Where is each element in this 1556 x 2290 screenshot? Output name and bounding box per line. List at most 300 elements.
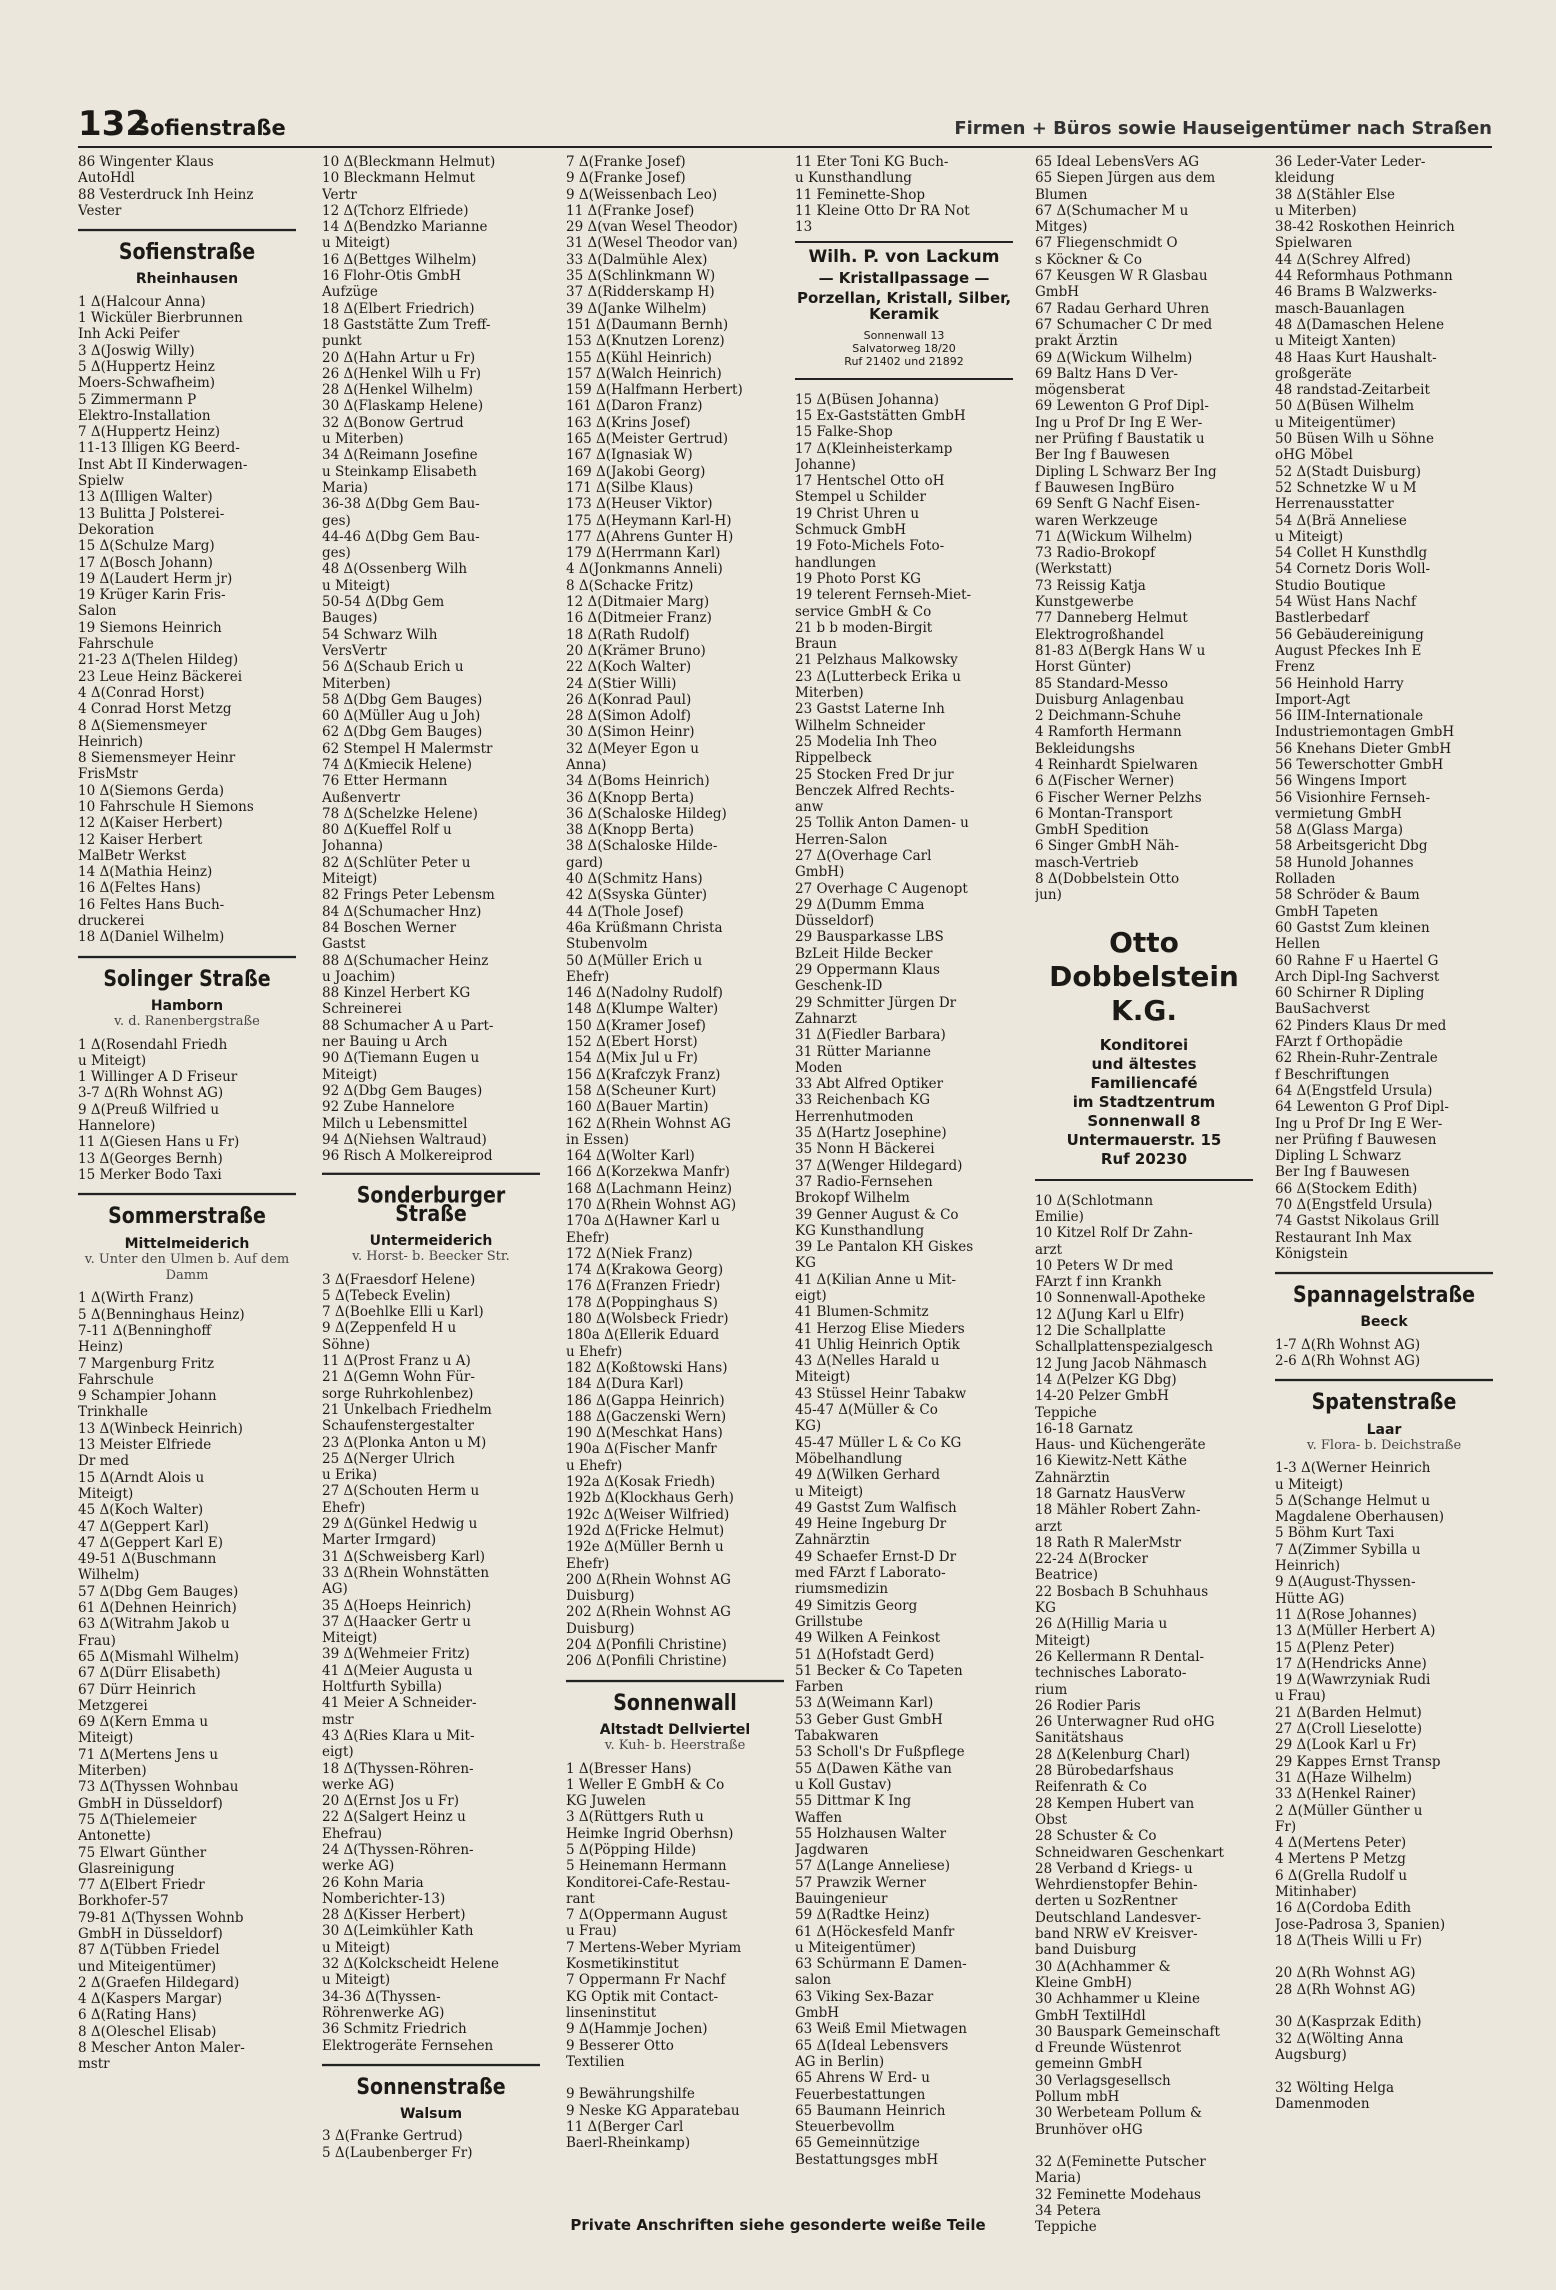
- directory-entry: 9 Δ(August-Thyssen-: [1275, 1574, 1416, 1591]
- directory-entry: 75 Δ(Thielemeier: [78, 1811, 197, 1828]
- directory-entry: 57 Δ(Lange Anneliese): [795, 1858, 951, 1875]
- directory-entry: 56 IIM-Internationale: [1275, 708, 1424, 725]
- directory-entry: Glasreinigung: [78, 1860, 175, 1877]
- street-name: Spannagelstraße: [1275, 1272, 1493, 1305]
- section-header: Firmen + Büros sowie Hauseigentümer nach Straßen: [954, 118, 1492, 139]
- directory-entry: 38 Δ(Knopp Berta): [566, 822, 695, 839]
- directory-entry: 18 Gaststätte Zum Treff-: [322, 316, 491, 333]
- directory-entry: 11 Δ(Prost Franz u A): [322, 1353, 471, 1370]
- directory-entry: Zahnärztin: [795, 1532, 870, 1549]
- directory-entry: 3 Δ(Rüttgers Ruth u: [566, 1809, 704, 1826]
- directory-entry: Ber Ing f Bauwesen: [1035, 447, 1170, 464]
- directory-entry: 5 Δ(Benninghaus Heinz): [78, 1306, 245, 1323]
- directory-entry: 173 Δ(Heuser Viktor): [566, 496, 713, 513]
- directory-entry: 23 Δ(Lutterbeck Erika u: [795, 668, 961, 685]
- directory-entry: 179 Δ(Herrmann Karl): [566, 545, 721, 562]
- directory-entry: 26 Rodier Paris: [1035, 1697, 1141, 1714]
- directory-entry: 27 Δ(Croll Lieselotte): [1275, 1721, 1423, 1738]
- directory-entry: 47 Δ(Geppert Karl): [78, 1518, 209, 1535]
- street-section: [322, 2066, 540, 2123]
- directory-entry: in Essen): [566, 1131, 629, 1148]
- directory-entry: 57 Δ(Dbg Gem Bauges): [78, 1583, 239, 1600]
- district-name: Walsum: [399, 2106, 463, 2123]
- directory-entry: 157 Δ(Walch Heinrich): [566, 365, 722, 382]
- directory-entry: 29 Oppermann Klaus: [795, 962, 940, 979]
- directory-entry: u Erika): [322, 1467, 378, 1484]
- directory-entry: 36-38 Δ(Dbg Gem Bau-: [322, 496, 480, 513]
- directory-entry: 4 Ramforth Hermann: [1035, 724, 1182, 741]
- directory-entry: 5 Böhm Kurt Taxi: [1275, 1525, 1395, 1542]
- directory-entry: service GmbH & Co: [795, 603, 932, 620]
- directory-entry: 92 Zube Hannelore: [322, 1099, 455, 1116]
- directory-entry: GmbH in Düsseldorf): [78, 1925, 223, 1942]
- directory-entry: KG: [795, 1255, 816, 1272]
- directory-entry: BauSachverst: [1275, 1001, 1370, 1018]
- directory-entry: 190a Δ(Fischer Manfr: [566, 1441, 717, 1458]
- directory-entry: Trinkhalle: [78, 1404, 149, 1421]
- directory-entry: Salon: [78, 603, 117, 620]
- directory-entry: 69 Senft G Nachf Eisen-: [1035, 496, 1200, 513]
- directory-entry: Maria): [322, 479, 368, 496]
- directory-entry: 151 Δ(Daumann Bernh): [566, 316, 729, 333]
- column-1: [78, 154, 296, 2073]
- directory-entry: 16 Feltes Hans Buch-: [78, 896, 225, 913]
- directory-entry: Nomberichter-13): [322, 1890, 446, 1907]
- directory-entry: Haus- und Küchengeräte: [1035, 1437, 1206, 1454]
- directory-entry: Fahrschule: [78, 1371, 154, 1388]
- directory-entry: AutoHdl: [78, 170, 135, 187]
- directory-entry: und Miteigentümer): [78, 1958, 217, 1975]
- directory-entry: 92 Δ(Dbg Gem Bauges): [322, 1082, 483, 1099]
- directory-entry: 12 Δ(Kaiser Herbert): [78, 815, 223, 832]
- directory-entry: 32 Δ(Meyer Egon u: [566, 740, 699, 757]
- directory-entry: u Miteigt): [322, 1939, 391, 1956]
- directory-entry: KG Juwelen: [566, 1793, 646, 1810]
- directory-entry: 12 Kaiser Herbert: [78, 831, 203, 848]
- directory-entry: 12 Δ(Jung Karl u Elfr): [1035, 1306, 1185, 1323]
- directory-entry: 31 Δ(Fiedler Barbara): [795, 1027, 946, 1044]
- directory-entry: Dipling L Schwarz: [1275, 1148, 1401, 1165]
- directory-entry: 41 Δ(Kilian Anne u Mit-: [795, 1271, 957, 1288]
- directory-entry: 30 Δ(Simon Heinr): [566, 724, 695, 741]
- page-header: [78, 104, 1492, 148]
- directory-entry: 11 Feminette-Shop: [795, 186, 926, 203]
- directory-entry: 27 Overhage C Augenopt: [795, 880, 968, 897]
- directory-entry: 152 Δ(Ebert Horst): [566, 1034, 698, 1051]
- directory-entry: 67 Δ(Dürr Elisabeth): [78, 1665, 221, 1682]
- directory-entry: 19 Christ Uhren u: [795, 505, 920, 522]
- directory-entry: 67 Schumacher C Dr med: [1035, 316, 1213, 333]
- directory-entry: 29 Δ(van Wesel Theodor): [566, 219, 738, 236]
- directory-entry: 10 Δ(Schlotmann: [1035, 1192, 1154, 1209]
- ad-company-name: Wilh. P. von Lackum: [808, 247, 1000, 268]
- directory-entry: 49 Simitzis Georg: [795, 1597, 918, 1614]
- directory-entry: 19 telerent Fernseh-Miet-: [795, 587, 972, 604]
- directory-entry: 37 Δ(Wenger Hildegard): [795, 1157, 963, 1174]
- directory-entry: 158 Δ(Scheuner Kurt): [566, 1082, 717, 1099]
- directory-entry: Herren-Salon: [795, 831, 888, 848]
- directory-entry: werke AG): [322, 1858, 395, 1875]
- advertisement: [795, 241, 1013, 379]
- directory-entry: 1 Δ(Rosendahl Friedh: [78, 1036, 228, 1053]
- directory-entry: Farben: [795, 1679, 844, 1696]
- directory-entry: linseninstitut: [566, 2004, 657, 2021]
- directory-entry: 36 Leder-Vater Leder-: [1275, 154, 1426, 170]
- directory-entry: 8 Siemensmeyer Heinr: [78, 750, 236, 767]
- directory-entry: 13 Δ(Georges Bernh): [78, 1150, 223, 1167]
- directory-entry: 50 Δ(Müller Erich u: [566, 952, 703, 969]
- directory-entry: jun): [1035, 887, 1062, 904]
- directory-entry: sorge Ruhrkohlenbez): [322, 1385, 474, 1402]
- directory-entry: 28 Δ(Rh Wohnst AG): [1275, 1981, 1416, 1998]
- directory-entry: f Beschriftungen: [1275, 1066, 1390, 1083]
- ad-description: Porzellan, Kristall, Silber, Keramik: [796, 289, 1012, 324]
- directory-entry: 4 Δ(Mertens Peter): [1275, 1835, 1407, 1852]
- column-2: [322, 154, 540, 2161]
- directory-entry: 26 Δ(Konrad Paul): [566, 691, 692, 708]
- directory-entry: 88 Schumacher A u Part-: [322, 1017, 494, 1034]
- directory-entry: 61 Δ(Höckesfeld Manfr: [795, 1923, 955, 1940]
- directory-entry: [1035, 2138, 1253, 2154]
- directory-entry: 43 Stüssel Heinr Tabakw: [795, 1385, 967, 1402]
- directory-entry: 43 Δ(Nelles Harald u: [795, 1353, 940, 1370]
- directory-entry: 14-20 Pelzer GmbH: [1035, 1388, 1169, 1405]
- directory-entry: 16 Δ(Feltes Hans): [78, 880, 201, 897]
- ad-description-line: Konditorei: [1099, 1035, 1189, 1054]
- directory-entry: 48 Haas Kurt Haushalt-: [1275, 349, 1437, 366]
- directory-entry: 30 Δ(Kasprzak Edith): [1275, 2014, 1422, 2031]
- directory-entry: 45-47 Müller L & Co KG: [795, 1434, 962, 1451]
- directory-entry: 11 Δ(Franke Josef): [566, 202, 695, 219]
- directory-entry: 42 Δ(Ssyska Günter): [566, 887, 708, 904]
- directory-entry: 28 Bürobedarfshaus: [1035, 1763, 1174, 1780]
- directory-entry: 20 Δ(Krämer Bruno): [566, 642, 706, 659]
- ad-description-line: Ruf 20230: [1100, 1149, 1188, 1168]
- directory-entry: Miteigt): [322, 871, 378, 888]
- district-name: Laar: [1366, 1421, 1402, 1438]
- directory-entry: Jagdwaren: [795, 1842, 869, 1859]
- directory-entry: 188 Δ(Gaczenski Wern): [566, 1408, 727, 1425]
- directory-entry: 54 Δ(Brä Anneliese: [1275, 512, 1407, 529]
- directory-entry: Inh Acki Peifer: [78, 326, 180, 343]
- directory-entry: Duisburg): [566, 1588, 635, 1605]
- directory-entry: 76 Etter Hermann: [322, 773, 448, 790]
- ad-description-line: Untermauerstr. 15: [1066, 1130, 1222, 1149]
- directory-entry: 73 Reissig Katja: [1035, 577, 1146, 594]
- directory-entry: 65 Δ(Mismahl Wilhelm): [78, 1648, 240, 1665]
- directory-entry: 192a Δ(Kosak Friedh): [566, 1474, 716, 1491]
- directory-entry: 30 Achhammer u Kleine: [1035, 1991, 1200, 2008]
- directory-entry: Miteigt): [795, 1369, 851, 1386]
- directory-entry: 41 Uhlig Heinrich Optik: [795, 1336, 960, 1353]
- directory-entry: gemeinn GmbH: [1035, 2056, 1143, 2073]
- directory-entry: GmbH Spedition: [1035, 822, 1149, 839]
- directory-entry: Borkhofer-57: [78, 1893, 169, 1910]
- directory-entry: 5 Δ(Tebeck Evelin): [322, 1287, 451, 1304]
- directory-entry: AG in Berlin): [795, 2053, 885, 2070]
- directory-entry: Schaufenstergestalter: [322, 1418, 474, 1435]
- directory-entry: Miteigt): [78, 1485, 134, 1502]
- directory-entry: 81-83 Δ(Bergk Hans W u: [1035, 642, 1206, 659]
- directory-entry: 155 Δ(Kühl Heinrich): [566, 349, 712, 366]
- directory-entry: Textilien: [566, 2053, 625, 2070]
- directory-entry: 56 Gebäudereinigung: [1275, 626, 1424, 643]
- directory-entry: 31 Δ(Haze Wilhelm): [1275, 1769, 1413, 1786]
- directory-entry: 16 Δ(Cordoba Edith: [1275, 1900, 1412, 1917]
- directory-entry: 18 Δ(Rath Rudolf): [566, 626, 690, 643]
- directory-entry: 33 Abt Alfred Optiker: [795, 1076, 944, 1093]
- column-3: [566, 154, 784, 2152]
- directory-entry: 160 Δ(Bauer Martin): [566, 1099, 709, 1116]
- directory-entry: 190 Δ(Meschkat Hans): [566, 1425, 723, 1442]
- directory-entry: 75 Elwart Günther: [78, 1844, 207, 1861]
- directory-entry: Rippelbeck: [795, 750, 872, 767]
- directory-entry: 171 Δ(Silbe Klaus): [566, 479, 694, 496]
- ad-contact: [795, 329, 1013, 368]
- directory-entry: 162 Δ(Rhein Wohnst AG: [566, 1115, 731, 1132]
- directory-entry: 31 Δ(Wesel Theodor van): [566, 235, 738, 252]
- ad-description-line: im Stadtzentrum: [1072, 1092, 1216, 1111]
- directory-entry: u Ehefr): [566, 1343, 623, 1360]
- directory-entry: 34 Δ(Boms Heinrich): [566, 773, 710, 790]
- directory-entry: 29 Schmitter Jürgen Dr: [795, 994, 957, 1011]
- directory-entry: (Werkstatt): [1035, 561, 1113, 578]
- directory-entry: 1 Δ(Halcour Anna): [78, 293, 206, 310]
- directory-entry: 35 Nonn H Bäckerei: [795, 1141, 935, 1158]
- directory-entry: 50-54 Δ(Dbg Gem: [322, 594, 445, 611]
- directory-entry: Miterben): [795, 685, 864, 702]
- directory-entry: Zahnärztin: [1035, 1469, 1110, 1486]
- directory-entry: 88 Vesterdruck Inh Heinz: [78, 186, 254, 203]
- directory-entry: 58 Schröder & Baum: [1275, 887, 1420, 904]
- directory-entry: arzt: [1035, 1241, 1063, 1258]
- directory-entry: d Freunde Wüstenrot: [1035, 2040, 1182, 2057]
- directory-entry: 19 Δ(Laudert Herm jr): [78, 570, 233, 587]
- directory-entry: 58 Arbeitsgericht Dbg: [1275, 838, 1428, 855]
- street-name: Sonnenstraße: [322, 2064, 540, 2097]
- directory-entry: 186 Δ(Gappa Heinrich): [566, 1392, 725, 1409]
- ad-contact-line: Salvatorweg 18/20: [852, 341, 956, 355]
- directory-entry: Augsburg): [1275, 2046, 1347, 2063]
- directory-entry: 25 Stocken Fred Dr jur: [795, 766, 954, 783]
- directory-entry: Milch u Lebensmittel: [322, 1115, 468, 1132]
- directory-entry: Aufzüge: [322, 284, 378, 301]
- directory-entry: 56 Heinhold Harry: [1275, 675, 1404, 692]
- directory-entry: u Miteigt): [322, 577, 391, 594]
- directory-entry: 34 Petera: [1035, 2203, 1101, 2220]
- directory-entry: Fahrschule: [78, 636, 154, 653]
- directory-entry: 2 Deichmann-Schuhe: [1035, 708, 1181, 725]
- directory-entry: Maria): [1035, 2170, 1081, 2187]
- directory-entry: 4 Δ(Conrad Horst): [78, 684, 205, 701]
- directory-entry: Deutschland Landesver-: [1035, 1909, 1202, 1926]
- directory-entry: Johanna): [322, 838, 383, 855]
- directory-entry: eigt): [795, 1288, 827, 1304]
- directory-entry: 16 Kiewitz-Nett Käthe: [1035, 1453, 1188, 1470]
- directory-entry: Düsseldorf): [795, 913, 875, 930]
- directory-entry: 54 Collet H Kunsthdlg: [1275, 545, 1428, 562]
- directory-entry: 69 Lewenton G Prof Dipl-: [1035, 398, 1209, 415]
- directory-entry: 18 Rath R MalerMstr: [1035, 1534, 1182, 1551]
- directory-entry: 28 Δ(Simon Adolf): [566, 708, 692, 725]
- directory-entry: mstr: [78, 2056, 110, 2073]
- directory-entry: 48 randstad-Zeitarbeit: [1275, 382, 1430, 399]
- directory-entry: 74 Δ(Kmiecik Helene): [322, 756, 473, 773]
- directory-entry: 2 Δ(Graefen Hildegard): [78, 1974, 240, 1991]
- directory-entry: 60 Gastst Zum kleinen: [1275, 919, 1430, 936]
- directory-entry: werke AG): [322, 1776, 395, 1793]
- directory-entry: 67 Dürr Heinrich: [78, 1681, 196, 1698]
- directory-entry: 96 Risch A Molkereiprod: [322, 1148, 493, 1165]
- directory-entry: Reifenrath & Co: [1035, 1779, 1147, 1796]
- directory-entry: u Miteigt): [1275, 528, 1344, 545]
- directory-entry: 202 Δ(Rhein Wohnst AG: [566, 1604, 731, 1621]
- directory-entry: 65 Gemeinnützige: [795, 2135, 920, 2152]
- directory-entry: 34 Δ(Reimann Josefine: [322, 447, 478, 464]
- directory-entry: 71 Δ(Mertens Jens u: [78, 1746, 219, 1763]
- street-range: v. Flora- b. Deichstraße: [1306, 1437, 1462, 1453]
- directory-entry: 35 Δ(Hartz Josephine): [795, 1125, 947, 1142]
- directory-entry: 15 Δ(Schulze Marg): [78, 538, 215, 555]
- directory-entry: kleidung: [1275, 170, 1335, 187]
- directory-entry: Metzgerei: [78, 1697, 148, 1714]
- directory-entry: 204 Δ(Ponfili Christine): [566, 1637, 727, 1654]
- directory-entry: 29 Δ(Look Karl u Fr): [1275, 1737, 1417, 1754]
- directory-entry: u Koll Gustav): [795, 1776, 892, 1793]
- directory-entry: 206 Δ(Ponfili Christine): [566, 1653, 727, 1670]
- directory-entry: 58 Δ(Glass Marga): [1275, 822, 1404, 839]
- directory-entry: 63 Schürmann E Damen-: [795, 1956, 967, 1973]
- directory-entry: [566, 2070, 784, 2086]
- directory-entry: 11-13 Illigen KG Beerd-: [78, 440, 240, 457]
- directory-entry: 82 Frings Peter Lebensm: [322, 887, 495, 904]
- directory-entry: 13 Δ(Illigen Walter): [78, 489, 213, 506]
- directory-entry: 26 Δ(Henkel Wilh u Fr): [322, 365, 482, 382]
- directory-entry: 15 Falke-Shop: [795, 424, 893, 441]
- directory-entry: Heinrich): [78, 733, 144, 750]
- directory-entry: 146 Δ(Nadolny Rudolf): [566, 985, 723, 1002]
- directory-entry: u Ehefr): [566, 1457, 623, 1474]
- directory-entry: Bastlerbedarf: [1275, 610, 1369, 627]
- directory-entry: GmbH Tapeten: [1275, 903, 1379, 920]
- directory-entry: 5 Δ(Pöpping Hilde): [566, 1841, 697, 1858]
- directory-entry: KG Optik mit Contact-: [566, 1988, 719, 2005]
- directory-entry: 5 Zimmermann P: [78, 391, 197, 408]
- directory-entry: 1 Weller E GmbH & Co: [566, 1776, 725, 1793]
- directory-entry: Bekleidungshs: [1035, 740, 1135, 757]
- directory-entry: 154 Δ(Mix Jul u Fr): [566, 1050, 698, 1067]
- directory-entry: 184 Δ(Dura Karl): [566, 1376, 684, 1393]
- directory-entry: 1 Wicküler Bierbrunnen: [78, 310, 243, 327]
- directory-entry: Bauingenieur: [795, 1890, 888, 1907]
- directory-entry: 17 Δ(Kleinheisterkamp: [795, 440, 953, 457]
- directory-entry: 38 Δ(Stähler Else: [1275, 186, 1396, 203]
- directory-entry: 20 Δ(Hahn Artur u Fr): [322, 349, 476, 366]
- directory-entry: Rolladen: [1275, 871, 1336, 888]
- directory-entry: 3 Δ(Franke Gertrud): [322, 2128, 463, 2145]
- directory-entry: Miterben): [78, 1763, 147, 1780]
- directory-entry: prakt Ärztin: [1035, 333, 1118, 350]
- directory-entry: 49 Schaefer Ernst-D Dr: [795, 1548, 957, 1565]
- directory-entry: 65 Siepen Jürgen aus dem: [1035, 170, 1216, 187]
- directory-entry: 6 Singer GmbH Näh-: [1035, 838, 1179, 855]
- directory-entry: 163 Δ(Krins Josef): [566, 414, 691, 431]
- directory-entry: 37 Radio-Fernsehen: [795, 1173, 933, 1190]
- directory-entry: VersVertr: [322, 642, 387, 659]
- directory-entry: 39 Genner August & Co: [795, 1206, 959, 1223]
- ad-description-line: Sonnenwall 8: [1087, 1111, 1201, 1130]
- directory-entry: 18 Δ(Thyssen-Röhren-: [322, 1760, 474, 1777]
- directory-entry: Miterben): [322, 675, 391, 692]
- directory-entry: 22 Δ(Salgert Heinz u: [322, 1809, 466, 1826]
- directory-entry: Söhne): [322, 1336, 371, 1353]
- directory-entry: 26 Kellermann R Dental-: [1035, 1648, 1205, 1665]
- directory-entry: Wehrdienstopfer Behin-: [1035, 1877, 1198, 1894]
- directory-entry: Beatrice): [1035, 1567, 1098, 1584]
- directory-entry: 63 Δ(Witrahm Jakob u: [78, 1616, 230, 1633]
- directory-entry: u Frau): [1275, 1688, 1326, 1705]
- directory-entry: 18 Δ(Theis Willi u Fr): [1275, 1932, 1422, 1949]
- directory-entry: 49 Δ(Wilken Gerhard: [795, 1467, 940, 1484]
- directory-entry: derten u SozRentner: [1035, 1893, 1178, 1910]
- directory-entry: 73 Δ(Thyssen Wohnbau: [78, 1779, 239, 1796]
- directory-entry: mstr: [322, 1711, 354, 1728]
- district-name: Untermeiderich: [369, 1233, 493, 1249]
- directory-entry: KG Kunsthandlung: [795, 1222, 925, 1239]
- directory-entry: Blumen: [1035, 186, 1088, 203]
- directory-entry: 12 Jung Jacob Nähmasch: [1035, 1355, 1207, 1372]
- directory-entry: 90 Δ(Tiemann Eugen u: [322, 1050, 480, 1067]
- directory-entry: 56 Wingens Import: [1275, 773, 1407, 790]
- directory-entry: Bauges): [322, 610, 378, 627]
- directory-entry: Brokopf Wilhelm: [795, 1190, 910, 1207]
- directory-entry: 24 Δ(Stier Willi): [566, 675, 677, 692]
- directory-entry: Hütte AG): [1275, 1590, 1345, 1607]
- directory-entry: 3-7 Δ(Rh Wohnst AG): [78, 1085, 224, 1102]
- directory-entry: 3 Δ(Joswig Willy): [78, 342, 195, 359]
- directory-entry: Röhrenwerke AG): [322, 2004, 445, 2021]
- ad-description: [1035, 1036, 1253, 1169]
- street-range: v. Horst- b. Beecker Str.: [352, 1249, 510, 1265]
- directory-entry: 14 Δ(Mathia Heinz): [78, 864, 213, 881]
- directory-entry: Waffen: [795, 1809, 843, 1826]
- directory-entry: 172 Δ(Niek Franz): [566, 1245, 693, 1262]
- column-5: [1035, 154, 1253, 2236]
- directory-entry: 69 Δ(Kern Emma u: [78, 1714, 209, 1731]
- directory-entry: ges): [322, 512, 351, 529]
- directory-entry: 69 Baltz Hans D Ver-: [1035, 365, 1178, 382]
- directory-entry: u Miteigt): [322, 235, 391, 252]
- directory-entry: druckerei: [78, 913, 145, 930]
- directory-entry: 70 Δ(Engstfeld Ursula): [1275, 1197, 1433, 1213]
- directory-entry: Hellen: [1275, 936, 1321, 953]
- directory-entry: 178 Δ(Poppinghaus S): [566, 1294, 718, 1311]
- directory-entry: med FArzt f Laborato-: [795, 1565, 946, 1582]
- directory-entry: 28 Δ(Henkel Wilhelm): [322, 382, 474, 399]
- directory-entry: 165 Δ(Meister Gertrud): [566, 431, 728, 448]
- directory-entry: 67 Radau Gerhard Uhren: [1035, 300, 1210, 317]
- directory-entry: 88 Kinzel Herbert KG: [322, 985, 471, 1002]
- directory-entry: 65 Ahrens W Erd- u: [795, 2070, 930, 2087]
- directory-entry: Damenmoden: [1275, 2095, 1370, 2112]
- directory-entry: GmbH: [795, 2005, 840, 2022]
- directory-entry: 20 Δ(Ernst Jos u Fr): [322, 1793, 459, 1810]
- directory-entry: 10 Bleckmann Helmut: [322, 170, 475, 187]
- directory-entry: u Miteigt): [1275, 1476, 1344, 1493]
- directory-entry: 21 Δ(Barden Helmut): [1275, 1704, 1422, 1721]
- directory-entry: 6 Δ(Rating Hans): [78, 2007, 197, 2024]
- directory-entry: 180 Δ(Wolsbeck Friedr): [566, 1311, 729, 1328]
